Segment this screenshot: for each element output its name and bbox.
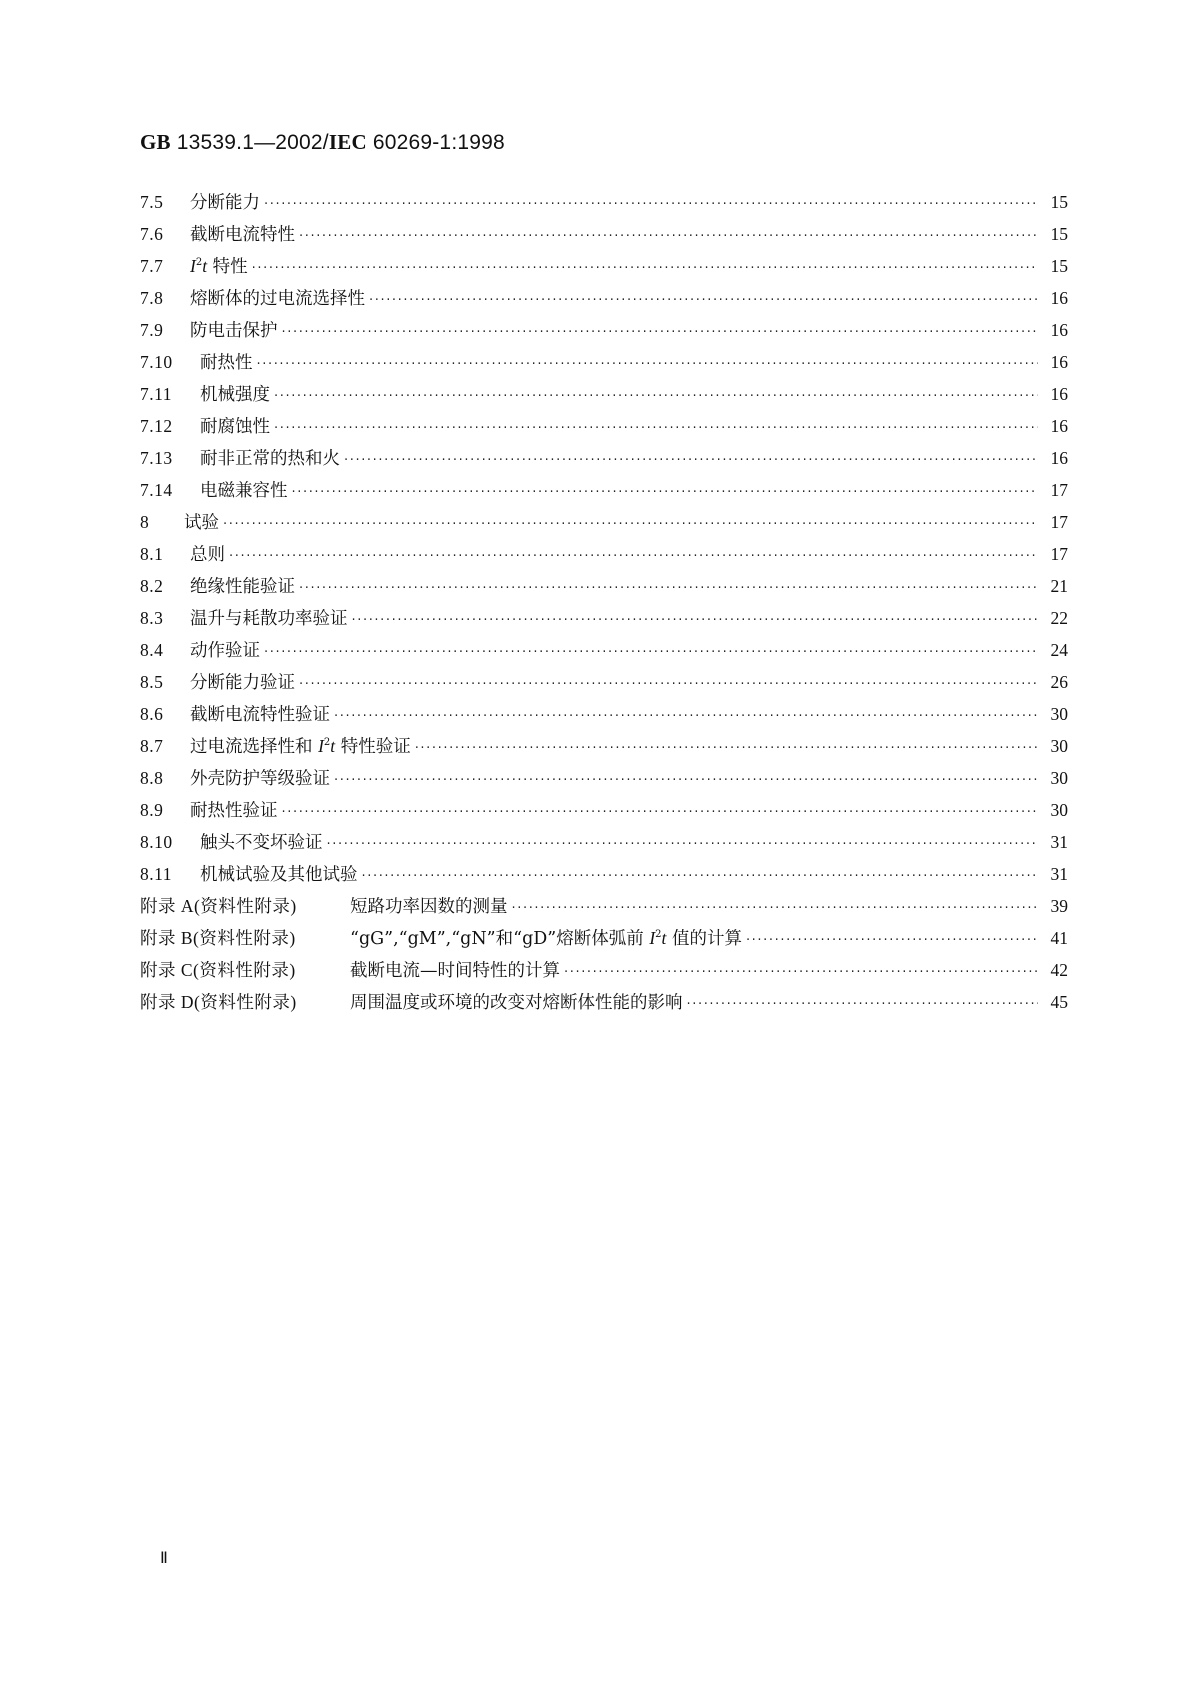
dot-leader: [292, 477, 1039, 509]
toc-entry-number: 7.8: [140, 288, 164, 308]
toc-entry-page: 17: [1050, 544, 1068, 564]
dot-leader: [282, 797, 1039, 829]
appendix-label: 附录 D(资料性附录): [140, 992, 297, 1012]
toc-entry-page: 16: [1050, 288, 1068, 308]
toc-entry-page: 41: [1050, 928, 1068, 948]
toc-entry-title: 电磁兼容性: [200, 481, 288, 501]
toc-entry-7-10[interactable]: [140, 346, 1068, 378]
toc-entry-8-7[interactable]: [140, 730, 1068, 762]
toc-entry-page: 26: [1050, 672, 1068, 692]
dot-leader: [512, 893, 1039, 925]
toc-entry-7-9[interactable]: [140, 314, 1068, 346]
toc-entry-7-13[interactable]: [140, 442, 1068, 474]
dot-leader: [352, 605, 1039, 637]
toc-entry-title: 耐热性验证: [190, 801, 278, 821]
dot-leader: [299, 669, 1038, 701]
toc-entry-page: 22: [1050, 608, 1068, 628]
superscript: 2: [655, 929, 662, 941]
toc-entry-page: 31: [1050, 864, 1068, 884]
toc-entry-appendix-c[interactable]: [140, 954, 1068, 986]
dot-leader: [362, 861, 1039, 893]
toc-entry-number: 7.7: [140, 256, 164, 276]
appendix-label: 附录 C(资料性附录): [140, 960, 296, 980]
toc-entry-title: 触头不变坏验证: [200, 833, 323, 853]
toc-entry-8-2[interactable]: [140, 570, 1068, 602]
toc-entry-title: 截断电流特性: [190, 225, 295, 245]
toc-entry-title: [350, 922, 746, 955]
toc-entry-8-9[interactable]: [140, 794, 1068, 826]
italic-symbol-t: t: [202, 256, 208, 276]
toc-entry-title: 机械试验及其他试验: [200, 865, 358, 885]
toc-entry-number: 8.8: [140, 768, 164, 788]
dot-leader: [327, 829, 1039, 861]
dot-leader: [746, 925, 1038, 957]
toc-entry-title: [190, 730, 415, 763]
dot-leader: [299, 221, 1038, 253]
appendix-label: 附录 B(资料性附录): [140, 928, 296, 948]
toc-entry-title: 试验: [184, 513, 219, 533]
toc-entry-number: 8.3: [140, 608, 164, 628]
toc-entry-number: 7.6: [140, 224, 164, 244]
toc-entry-page: 16: [1050, 448, 1068, 468]
dot-leader: [223, 509, 1038, 541]
toc-entry-title: 短路功率因数的测量: [350, 897, 508, 917]
toc-entry-page: 15: [1050, 256, 1068, 276]
dot-leader: [369, 285, 1038, 317]
toc-entry-page: 30: [1050, 800, 1068, 820]
toc-entry-number: 8.1: [140, 544, 164, 564]
document-header: [140, 130, 505, 155]
toc-entry-number: 7.14: [140, 480, 173, 500]
toc-entry-8-5[interactable]: [140, 666, 1068, 698]
dot-leader: [264, 637, 1038, 669]
toc-entry-page: 15: [1050, 192, 1068, 212]
toc-entry-title: 温升与耗散功率验证: [190, 609, 348, 629]
toc-entry-number: 8.9: [140, 800, 164, 820]
italic-symbol: I: [649, 928, 656, 948]
toc-entry-page: 45: [1050, 992, 1068, 1012]
toc-entry-page: 24: [1050, 640, 1068, 660]
toc-entry-7-14[interactable]: [140, 474, 1068, 506]
toc-entry-8-4[interactable]: [140, 634, 1068, 666]
dot-leader: [274, 381, 1038, 413]
toc-entry-page: 16: [1050, 352, 1068, 372]
toc-entry-7-6[interactable]: [140, 218, 1068, 250]
toc-entry-7-8[interactable]: [140, 282, 1068, 314]
toc-entry-title: 机械强度: [200, 385, 270, 405]
toc-entry-number: 8.4: [140, 640, 164, 660]
toc-entry-title: 分断能力验证: [190, 673, 295, 693]
toc-entry-title: 绝缘性能验证: [190, 577, 295, 597]
toc-entry-title: 总则: [190, 545, 225, 565]
title-post: 特性: [207, 257, 248, 277]
dot-leader: [257, 349, 1039, 381]
toc-entry-8-3[interactable]: [140, 602, 1068, 634]
toc-entry-number: 7.12: [140, 416, 173, 436]
toc-entry-appendix-d[interactable]: [140, 986, 1068, 1018]
toc-entry-7-7[interactable]: [140, 250, 1068, 282]
dot-leader: [344, 445, 1038, 477]
toc-entry-page: 17: [1050, 512, 1068, 532]
table-of-contents: [140, 186, 1068, 1018]
toc-entry-page: 15: [1050, 224, 1068, 244]
dot-leader: [229, 541, 1038, 573]
dot-leader: [687, 989, 1039, 1021]
toc-entry-title: 动作验证: [190, 641, 260, 661]
toc-entry-title: [190, 250, 252, 283]
gb-prefix: GB: [140, 130, 171, 154]
toc-entry-appendix-b[interactable]: [140, 922, 1068, 954]
toc-entry-number: 8.7: [140, 736, 164, 756]
appendix-label: 附录 A(资料性附录): [140, 896, 297, 916]
toc-entry-title: 外壳防护等级验证: [190, 769, 330, 789]
toc-entry-8-11[interactable]: [140, 858, 1068, 890]
dot-leader: [264, 189, 1038, 221]
toc-entry-number: 8.11: [140, 864, 172, 884]
toc-entry-8[interactable]: [140, 506, 1068, 538]
toc-entry-appendix-a[interactable]: [140, 890, 1068, 922]
toc-entry-number: 7.9: [140, 320, 164, 340]
toc-entry-title: 分断能力: [190, 193, 260, 213]
title-post: 值的计算: [666, 929, 742, 949]
toc-entry-number: 8.6: [140, 704, 164, 724]
toc-entry-page: 16: [1050, 384, 1068, 404]
toc-entry-8-10[interactable]: [140, 826, 1068, 858]
toc-entry-8-8[interactable]: [140, 762, 1068, 794]
toc-entry-number: 8: [140, 512, 150, 532]
toc-entry-page: 42: [1050, 960, 1068, 980]
toc-entry-title: 截断电流—时间特性的计算: [350, 961, 560, 981]
toc-entry-title: 周围温度或环境的改变对熔断体性能的影响: [350, 993, 683, 1013]
toc-entry-page: 17: [1050, 480, 1068, 500]
toc-entry-page: 30: [1050, 736, 1068, 756]
toc-entry-7-11[interactable]: [140, 378, 1068, 410]
superscript: 2: [323, 737, 331, 749]
toc-entry-title: 截断电流特性验证: [190, 705, 330, 725]
toc-entry-7-12[interactable]: [140, 410, 1068, 442]
toc-entry-page: 31: [1050, 832, 1068, 852]
italic-symbol-t: t: [330, 736, 336, 756]
dot-leader: [299, 573, 1038, 605]
toc-entry-number: 7.11: [140, 384, 172, 404]
title-pre: “gG”,“gM”,“gN”和“gD”熔断体弧前: [350, 929, 650, 949]
toc-entry-title: 防电击保护: [190, 321, 278, 341]
toc-entry-number: 8.10: [140, 832, 173, 852]
title-post: 特性验证: [335, 737, 411, 757]
dot-leader: [334, 765, 1038, 797]
toc-entry-page: 21: [1050, 576, 1068, 596]
italic-symbol: I: [318, 736, 324, 756]
toc-entry-title: 耐腐蚀性: [200, 417, 270, 437]
toc-entry-8-6[interactable]: [140, 698, 1068, 730]
toc-entry-title: 耐热性: [200, 353, 253, 373]
superscript: 2: [195, 257, 203, 269]
toc-entry-number: 7.5: [140, 192, 164, 212]
dot-leader: [415, 733, 1038, 765]
dot-leader: [252, 253, 1038, 285]
italic-symbol: I: [190, 256, 196, 276]
dot-leader: [564, 957, 1038, 989]
toc-entry-number: 8.5: [140, 672, 164, 692]
toc-entry-number: 7.13: [140, 448, 173, 468]
toc-entry-page: 16: [1050, 416, 1068, 436]
toc-entry-page: 16: [1050, 320, 1068, 340]
iec-number: 60269-1:1998: [366, 131, 505, 154]
dot-leader: [282, 317, 1039, 349]
toc-entry-number: 8.2: [140, 576, 164, 596]
iec-prefix: IEC: [328, 130, 367, 154]
dot-leader: [334, 701, 1038, 733]
dot-leader: [274, 413, 1038, 445]
toc-entry-page: 30: [1050, 704, 1068, 724]
title-pre: 过电流选择性和: [190, 737, 319, 757]
gb-number: 13539.1—2002/: [170, 131, 329, 154]
page-number-roman: Ⅱ: [160, 1550, 168, 1567]
toc-entry-7-5[interactable]: [140, 186, 1068, 218]
italic-symbol-t: t: [661, 928, 667, 948]
toc-entry-8-1[interactable]: [140, 538, 1068, 570]
toc-entry-title: 熔断体的过电流选择性: [190, 289, 365, 309]
toc-entry-title: 耐非正常的热和火: [200, 449, 340, 469]
toc-entry-page: 39: [1050, 896, 1068, 916]
toc-entry-number: 7.10: [140, 352, 173, 372]
toc-entry-page: 30: [1050, 768, 1068, 788]
